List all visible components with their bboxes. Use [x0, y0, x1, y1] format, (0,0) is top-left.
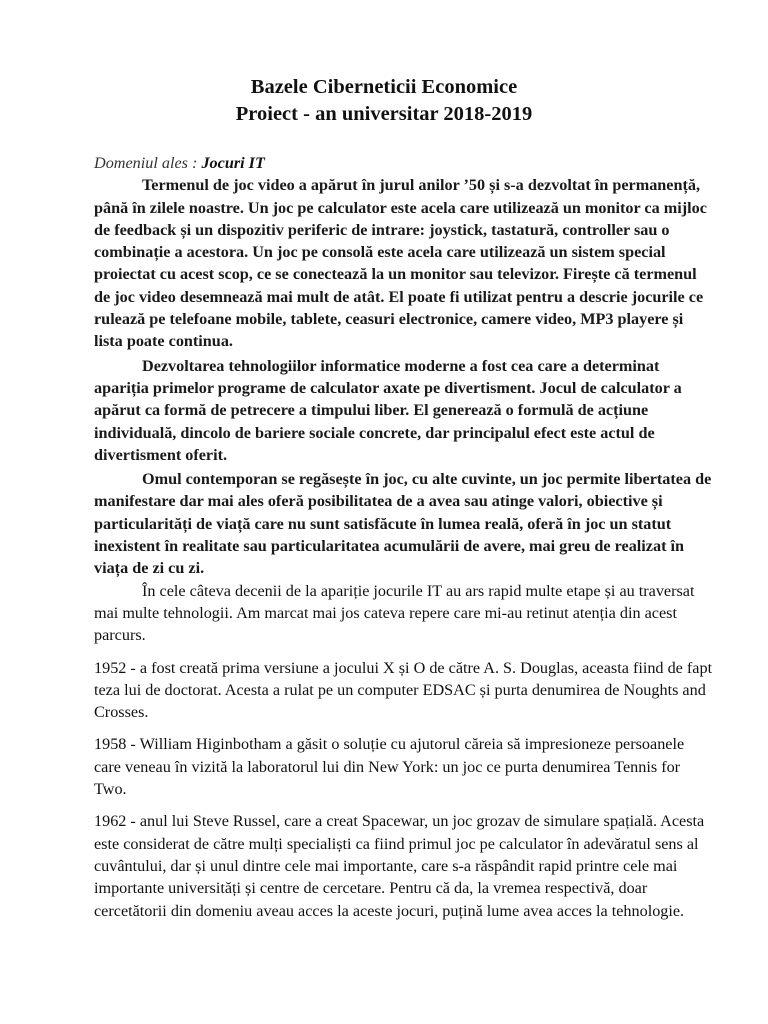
timeline-entry-1952: [94, 657, 714, 724]
domain-label: Domeniul ales :: [94, 154, 202, 172]
domain-line: [94, 152, 714, 174]
timeline-text: - William Higinbotham a găsit o soluție cu ajutorul căreia să impresioneze persoanele care veneau în vizită la laboratorul lui din New York: un joc ce purta denumirea Tennis for Two.: [94, 735, 685, 799]
document-subtitle: Proiect - an universitar 2018-2019: [235, 103, 533, 125]
timeline-text: - anul lui Steve Russel, care a creat Spacewar, un joc grozav de simulare spațială. Acesta este considerat de către mulți specialiști ca fiind primul joc pe calculator în adevăratul sens al cuvântului, dar și unul dintre cele mai importante, care s-a răspândit rapid printre cele mai importante universități și centre de cercetare. Pentru că da, la vremea respectivă, doar cercetătorii din domeniu aveau acces la aceste jocuri, puțină lume avea acces la tehnologie.: [94, 812, 705, 920]
document-title: Bazele Ciberneticii Economice: [250, 76, 518, 98]
domain-value: Jocuri IT: [201, 154, 265, 172]
timeline-text: - a fost creată prima versiune a jocului X și O de către A. S. Douglas, aceasta fiind de fapt teza lui de doctorat. Acesta a rulat pe un computer EDSAC și purta denumirea de Noughts and Crosses.: [94, 658, 713, 722]
paragraph-development: Dezvoltarea tehnologiilor informatice moderne a fost cea care a determinat apariția primelor programe de calculator axate pe divertisment. Jocul de calculator a apărut ca formă de petrecere a timpului liber. El generează o formulă de acțiune individuală, dincolo de bariere sociale concrete, dar principalul efect este actul de divertisment oferit.: [94, 356, 682, 464]
timeline-year: 1962: [94, 812, 127, 831]
paragraph-contemporary: Omul contemporan se regăsește în joc, cu alte cuvinte, un joc permite libertatea de manifestare dar mai ales oferă posibilitatea de a avea sau atinge valori, obiective și particularități de viață care nu sunt satisfăcute în lumea reală, oferă în joc un statut inexistent în realitate sau particularitatea acumulării de avere, mai greu de realizat în viața de zi cu zi.: [94, 470, 712, 578]
document-body: [94, 152, 714, 922]
timeline-entry-1958: [94, 733, 714, 800]
paragraph-intro: Termenul de joc video a apărut în jurul anilor ’50 și s-a dezvoltat în permanență, până în zilele noastre. Un joc pe calculator este acela care utilizează un monitor ca mijloc de feedback și un dispozitiv periferic de intrare: joystick, tastatură, controller sau o combinație a acestora. Un joc pe consolă este acela care utilizează un sistem special proiectat cu acest scop, ce se conectează la un monitor sau televizor. Firește că termenul de joc video desemnează mai mult de atât. El poate fi utilizat pentru a descrie jocurile ce rulează pe telefoane mobile, tablete, ceasuri electronice, camere video, MP3 playere și lista poate continua.: [94, 176, 707, 351]
timeline-entry-1962: [94, 810, 714, 921]
paragraph-decades: În cele câteva decenii de la apariție jocurile IT au ars rapid multe etape și au traversat mai multe tehnologii. Am marcat mai jos cateva repere care mi-au retinut atenția din acest parcurs.: [94, 581, 695, 645]
timeline-year: 1952: [94, 658, 127, 677]
timeline-year: 1958: [94, 735, 127, 754]
